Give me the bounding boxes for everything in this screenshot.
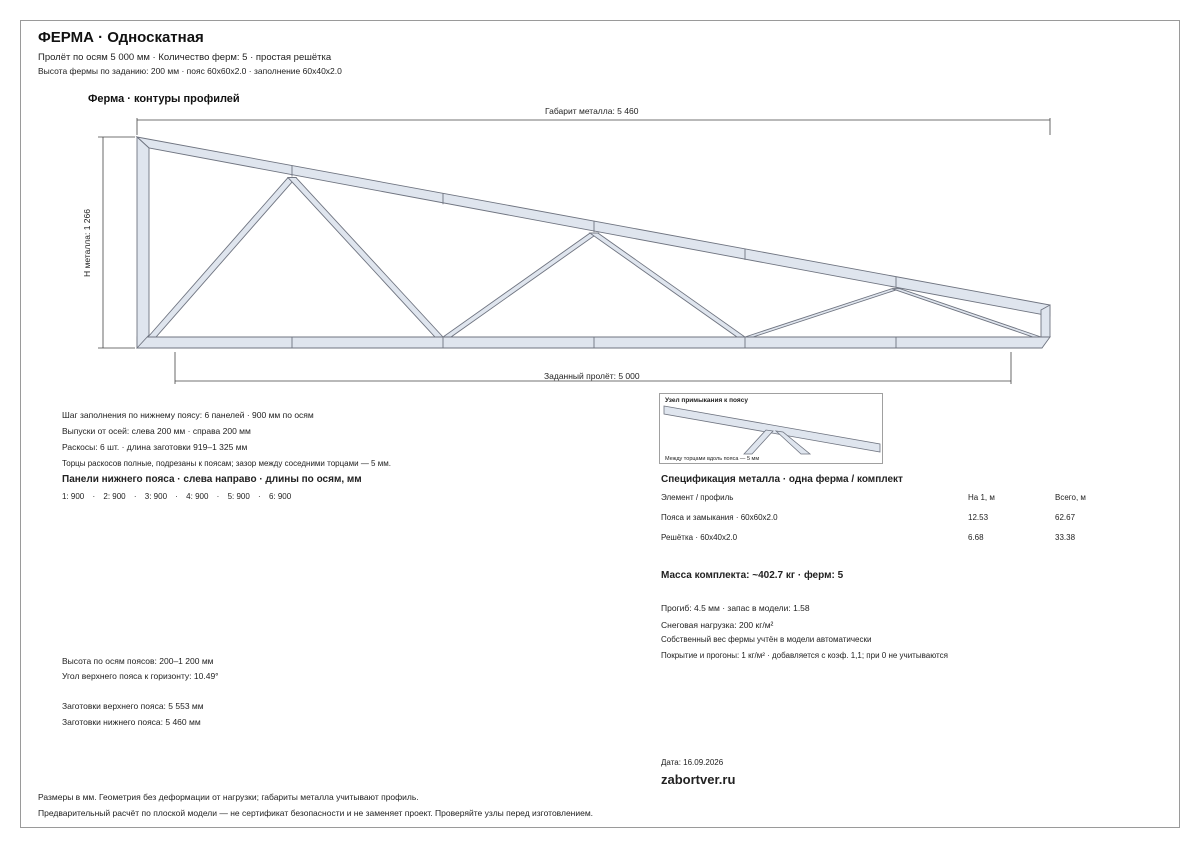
dim-bottom-label: Заданный пролёт: 5 000 [544, 371, 640, 381]
spec-row-total: 33.38 [1055, 533, 1076, 542]
note-brace-ends: Торцы раскосов полные, подрезаны к поясам; зазор между соседними торцами — 5 мм. [62, 459, 391, 468]
panel-length: 5: 900 [227, 492, 250, 501]
truss-profiles [137, 137, 1050, 348]
detail-brace-left [744, 430, 773, 454]
spec-title: Спецификация металла · одна ферма / комплект [661, 474, 903, 485]
right-end-post [1041, 305, 1050, 337]
spec-header-element: Элемент / профиль [661, 493, 734, 502]
brace-2 [288, 178, 443, 337]
load-snow: Снеговая нагрузка: 200 кг/м² [661, 620, 774, 630]
load-deflection: Прогиб: 4.5 мм · запас в модели: 1.58 [661, 603, 810, 613]
separator: · [175, 492, 178, 501]
spec-row-name: Пояса и замыкания · 60x60x2.0 [661, 513, 778, 522]
geom-top-blank: Заготовки верхнего пояса: 5 553 мм [62, 701, 204, 711]
detail-chord [664, 406, 880, 452]
spec-row-name: Решётка · 60x40x2.0 [661, 533, 738, 542]
geom-height: Высота по осям поясов: 200–1 200 мм [62, 656, 214, 666]
footer-note-dimensions: Размеры в мм. Геометрия без деформации от нагрузки; габариты металла учитывают профиль. [38, 792, 419, 802]
note-braces: Раскосы: 6 шт. · длина заготовки 919–1 325 мм [62, 442, 248, 452]
footer-date: Дата: 16.09.2026 [661, 758, 724, 767]
header-details: Высота фермы по заданию: 200 мм · пояс 60x60x2.0 · заполнение 60x40x2.0 [38, 66, 342, 76]
spec-header-per-one: На 1, м [968, 493, 995, 502]
header-summary: Пролёт по осям 5 000 мм · Количество ферм: 5 · простая решётка [38, 52, 332, 63]
top-chord [137, 137, 1050, 316]
dim-left-label: Н металла: 1 266 [81, 209, 92, 277]
node-detail-inset [659, 393, 883, 464]
note-fill-step: Шаг заполнения по нижнему поясу: 6 панелей · 900 мм по осям [62, 410, 314, 420]
load-roofing: Покрытие и прогоны: 1 кг/м² · добавляется с коэф. 1,1; при 0 не учитываются [661, 651, 948, 660]
separator: · [258, 492, 261, 501]
dim-top-label: Габарит металла: 5 460 [545, 106, 639, 116]
geom-angle: Угол верхнего пояса к горизонту: 10.49° [62, 671, 219, 681]
inset-title: Узел примыкания к поясу [665, 397, 748, 404]
node-detail-drawing [660, 394, 884, 465]
panel-length: 2: 900 [103, 492, 126, 501]
inset-caption: Между торцами вдоль пояса — 5 мм [665, 456, 760, 462]
brace-5 [745, 289, 900, 337]
brace-3 [443, 233, 598, 337]
panel-length: 3: 900 [144, 492, 168, 501]
spec-row-per-one: 12.53 [968, 513, 989, 522]
panel-length: 4: 900 [186, 492, 209, 501]
geom-bottom-blank: Заготовки нижнего пояса: 5 460 мм [62, 717, 201, 727]
spec-row-per-one: 6.68 [968, 533, 984, 542]
panels-list [62, 492, 291, 501]
bottom-chord [137, 337, 1050, 348]
load-selfweight: Собственный вес фермы учтён в модели автоматически [661, 635, 872, 644]
panel-length: 6: 900 [268, 492, 292, 501]
separator: · [92, 492, 96, 501]
page-title: ФЕРМА · Односкатная [38, 29, 204, 46]
separator: · [216, 492, 220, 501]
footer-note-disclaimer: Предварительный расчёт по плоской модели — не сертификат безопасности и не заменяет проект. Проверяйте узлы перед изготовлением. [38, 808, 594, 818]
spec-row-total: 62.67 [1055, 513, 1076, 522]
separator: · [133, 492, 137, 501]
panels-title: Панели нижнего пояса · слева направо · длины по осям, мм [62, 474, 362, 485]
drawing-title: Ферма · контуры профилей [88, 93, 240, 105]
panel-length: 1: 900 [62, 492, 85, 501]
spec-header-total: Всего, м [1055, 493, 1086, 502]
left-end-post [137, 137, 149, 348]
brand-logo-text: zabortver.ru [661, 772, 736, 787]
brace-1 [148, 178, 296, 337]
spec-mass: Масса комплекта: ~402.7 кг · ферм: 5 [661, 570, 844, 581]
note-overhang: Выпуски от осей: слева 200 мм · справа 200 мм [62, 426, 251, 436]
